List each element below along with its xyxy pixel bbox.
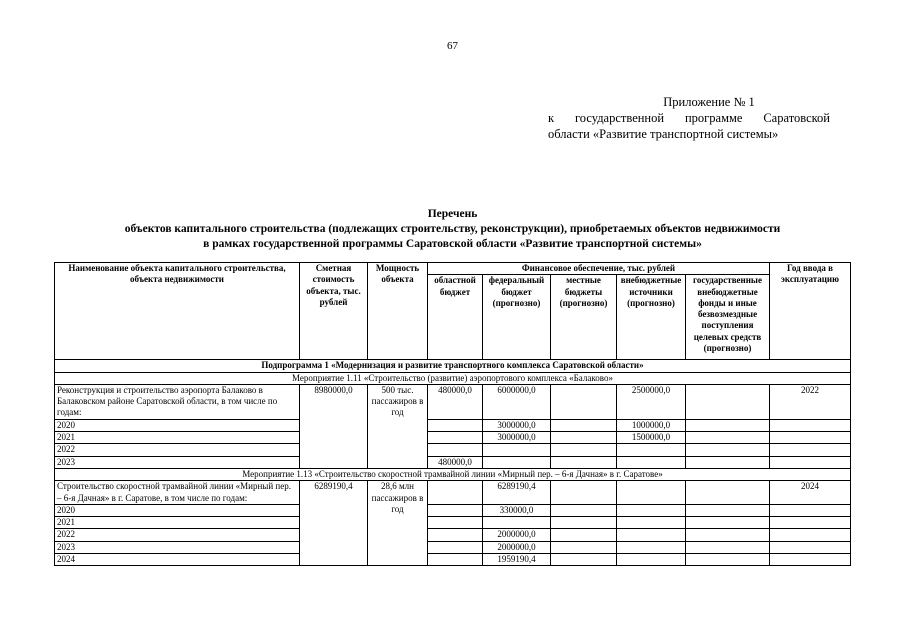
table-row (55, 444, 851, 456)
state-funds-cell (686, 529, 770, 541)
extrabudget-cell (617, 504, 686, 516)
table-row (55, 481, 851, 505)
year-of-commission-cell (770, 419, 851, 431)
state-funds-cell (686, 541, 770, 553)
measure-2-extrabudget (617, 481, 686, 505)
year-of-commission-cell (770, 529, 851, 541)
federal-cell: 2000000,0 (483, 529, 551, 541)
table-row (55, 517, 851, 529)
local-cell (551, 529, 617, 541)
local-cell (551, 517, 617, 529)
measure-1-state-funds (686, 384, 770, 419)
table-row (55, 456, 851, 468)
regional-cell (428, 554, 483, 566)
measure-1-cost: 8980000,0 (300, 384, 368, 468)
table-row (55, 384, 851, 419)
extrabudget-cell (617, 456, 686, 468)
measure-2-state-funds (686, 481, 770, 505)
measure-1-capacity: 500 тыс. пассажиров в год (368, 384, 428, 468)
federal-cell: 2000000,0 (483, 541, 551, 553)
local-cell (551, 554, 617, 566)
local-cell (551, 444, 617, 456)
extrabudget-cell (617, 529, 686, 541)
title-line-3: в рамках государственной программы Саратовской области «Развитие транспортной системы» (203, 238, 702, 250)
year-of-commission-cell (770, 504, 851, 516)
year-cell: 2021 (55, 517, 300, 529)
regional-cell (428, 504, 483, 516)
appendix-line-3: области «Развитие транспортной системы» (548, 127, 779, 141)
extrabudget-cell (617, 554, 686, 566)
measure-1-title: Мероприятие 1.11 «Строительство (развитие) аэропортового комплекса «Балаково» (55, 372, 851, 384)
header-name: Наименование объекта капитального строительства, объекта недвижимости (55, 263, 300, 360)
year-cell: 2023 (55, 541, 300, 553)
state-funds-cell (686, 444, 770, 456)
year-cell: 2023 (55, 456, 300, 468)
header-cost: Сметная стоимость объекта, тыс. рублей (300, 263, 368, 360)
measure-2-cost: 6289190,4 (300, 481, 368, 566)
federal-cell: 3000000,0 (483, 419, 551, 431)
year-cell: 2020 (55, 419, 300, 431)
header-regional: областной бюджет (428, 275, 483, 360)
state-funds-cell (686, 456, 770, 468)
title-line-1: Перечень (427, 208, 478, 220)
year-of-commission-cell (770, 432, 851, 444)
measure-2-regional (428, 481, 483, 505)
regional-cell: 480000,0 (428, 456, 483, 468)
extrabudget-cell: 1500000,0 (617, 432, 686, 444)
objects-table (54, 262, 851, 566)
regional-cell (428, 517, 483, 529)
extrabudget-cell (617, 541, 686, 553)
table-row (55, 554, 851, 566)
measure-2-name: Строительство скоростной трамвайной линии «Мирный пер. – 6-я Дачная» в г. Саратове, в том числе по годам: (55, 481, 300, 505)
year-of-commission-cell (770, 541, 851, 553)
header-financing: Финансовое обеспечение, тыс. рублей (428, 263, 770, 275)
year-of-commission-cell (770, 554, 851, 566)
regional-cell (428, 529, 483, 541)
measure-2-title: Мероприятие 1.13 «Строительство скоростной трамвайной линии «Мирный пер. – 6-я Дачная» в г. Саратове» (55, 468, 851, 480)
year-cell: 2022 (55, 529, 300, 541)
header-extrabudget: внебюджетные источники (прогнозно) (617, 275, 686, 360)
year-cell: 2024 (55, 554, 300, 566)
federal-cell: 3000000,0 (483, 432, 551, 444)
year-cell: 2022 (55, 444, 300, 456)
local-cell (551, 504, 617, 516)
document-title (0, 207, 905, 252)
state-funds-cell (686, 432, 770, 444)
subprogram-row: Подпрограмма 1 «Модернизация и развитие транспортного комплекса Саратовской области» (55, 360, 851, 372)
federal-cell: 1959190,4 (483, 554, 551, 566)
measure-1-local (551, 384, 617, 419)
table-row (55, 529, 851, 541)
appendix-line-2: к государственной программе Саратовской (548, 111, 830, 125)
federal-cell: 330000,0 (483, 504, 551, 516)
header-state-funds: государственные внебюджетные фонды и иные безвозмездные поступления целевых средств (прогнозно) (686, 275, 770, 360)
federal-cell (483, 517, 551, 529)
table-row (55, 504, 851, 516)
header-federal: федеральный бюджет (прогнозно) (483, 275, 551, 360)
measure-1-name: Реконструкция и строительство аэропорта Балаково в Балаковском районе Саратовской области, в том числе по годам: (55, 384, 300, 419)
year-cell: 2021 (55, 432, 300, 444)
measure-2-federal: 6289190,4 (483, 481, 551, 505)
measure-2-year: 2024 (770, 481, 851, 505)
extrabudget-cell (617, 444, 686, 456)
state-funds-cell (686, 419, 770, 431)
measure-2-local (551, 481, 617, 505)
local-cell (551, 541, 617, 553)
table-row (55, 541, 851, 553)
appendix-block (548, 94, 830, 142)
state-funds-cell (686, 504, 770, 516)
appendix-line-1: Приложение № 1 (663, 95, 755, 109)
state-funds-cell (686, 517, 770, 529)
measure-2-capacity: 28,6 млн пассажиров в год (368, 481, 428, 566)
regional-cell (428, 444, 483, 456)
header-local: местные бюджеты (прогнозно) (551, 275, 617, 360)
year-of-commission-cell (770, 456, 851, 468)
title-line-2: объектов капитального строительства (подлежащих строительству, реконструкции), приобретаемых объектов недвижимости (124, 223, 781, 235)
measure-1-year: 2022 (770, 384, 851, 419)
regional-cell (428, 432, 483, 444)
measure-1-extrabudget: 2500000,0 (617, 384, 686, 419)
local-cell (551, 432, 617, 444)
local-cell (551, 456, 617, 468)
state-funds-cell (686, 554, 770, 566)
table-row (55, 432, 851, 444)
extrabudget-cell (617, 517, 686, 529)
year-cell: 2020 (55, 504, 300, 516)
table-row (55, 419, 851, 431)
header-capacity: Мощность объекта (368, 263, 428, 360)
local-cell (551, 419, 617, 431)
measure-1-federal: 6000000,0 (483, 384, 551, 419)
regional-cell (428, 419, 483, 431)
header-year: Год ввода в эксплуатацию (770, 263, 851, 360)
federal-cell (483, 444, 551, 456)
year-of-commission-cell (770, 444, 851, 456)
year-of-commission-cell (770, 517, 851, 529)
extrabudget-cell: 1000000,0 (617, 419, 686, 431)
measure-1-regional: 480000,0 (428, 384, 483, 419)
federal-cell (483, 456, 551, 468)
page-number: 67 (447, 40, 458, 52)
regional-cell (428, 541, 483, 553)
